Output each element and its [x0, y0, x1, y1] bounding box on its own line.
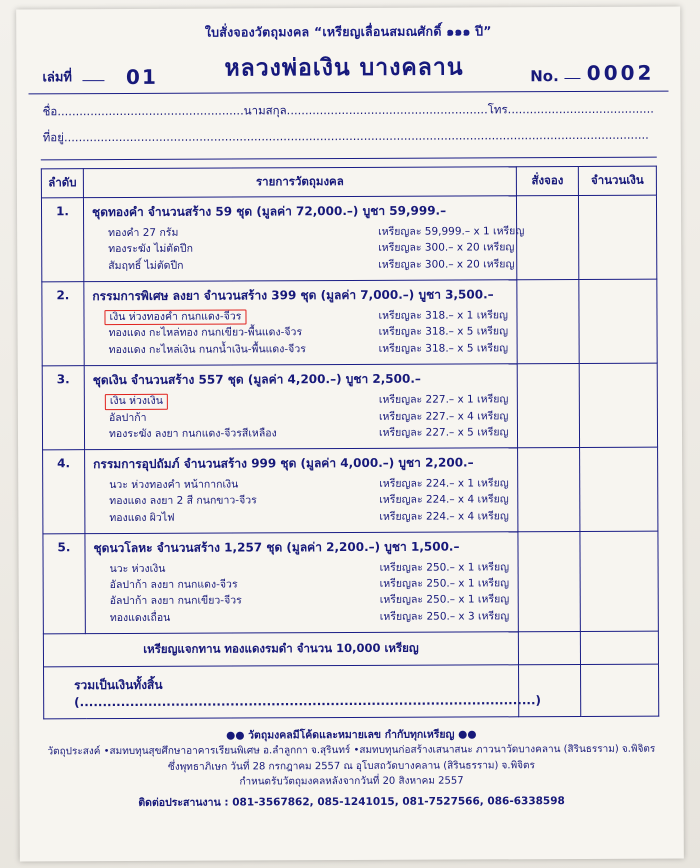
subline-value: เหรียญละ 224.– x 1 เหรียญ: [379, 477, 509, 491]
subline-value: เหรียญละ 227.– x 4 เหรียญ: [378, 409, 509, 423]
table-header-row: [41, 166, 656, 198]
row-title: ชุดนวโลหะ จำนวนสร้าง 1,257 ชุด (มูลค่า 2,200.–) บูชา 1,500.–: [93, 539, 460, 556]
giveaway-row: [43, 631, 658, 667]
customer-address-line[interactable]: ที่อยู่................................................................................................................................................................: [42, 127, 649, 145]
subline-label: ทองคำ 27 กรัม: [108, 226, 179, 240]
row-description: [85, 448, 518, 534]
subline-label: อัลปาก้า: [108, 411, 147, 424]
form-header-row: [28, 49, 668, 95]
row-subline: [93, 424, 513, 442]
col-order: สั่งจอง: [516, 167, 578, 196]
row-order-cell[interactable]: [518, 448, 580, 532]
volume-dash: [82, 80, 104, 81]
subline-label: ทองแดง กะไหล่เงิน กนกน้ำเงิน-พื้นแดง-จีวร: [108, 342, 306, 356]
total-amount-cell[interactable]: [581, 664, 659, 716]
subline-label: ทองระฆัง ไม่ตัดปีก: [108, 242, 193, 256]
subline-value: เหรียญละ 300.– x 20 เหรียญ: [378, 241, 515, 255]
code-note: ●● วัตถุมงคลมีโค้ดและหมายเลข กำกับทุกเหรียญ ●●: [226, 728, 477, 742]
items-table-body: [41, 195, 658, 719]
pickup-note: กำหนดรับวัตถุมงคลหลังจากวันที่ 20 สิงหาคม 2557: [239, 775, 464, 788]
subline-value: เหรียญละ 250.– x 1 เหรียญ: [379, 577, 510, 591]
row-subline: [94, 559, 514, 577]
row-subline: [93, 324, 513, 342]
row-order-cell[interactable]: [516, 196, 578, 280]
subline-label: อัลปาก้า ลงยา กนกเขียว-จีวร: [109, 594, 242, 608]
number-dash: [565, 78, 581, 79]
footer-notes: [31, 726, 671, 812]
giveaway-amount-cell[interactable]: [580, 631, 658, 664]
subline-label: ทองแดงเถื่อน: [109, 611, 171, 624]
row-order-cell[interactable]: [517, 363, 579, 447]
subline-label: ทองแดง กะไหล่ทอง กนกเขียว-พื้นแดง-จีวร: [108, 326, 303, 340]
subline-label: นวะ ห่วงทองคำ หน้ากากเงิน: [109, 478, 239, 492]
row-seq: 2.: [42, 281, 84, 365]
subline-value: เหรียญละ 318.– x 5 เหรียญ: [378, 325, 509, 339]
table-row: [43, 531, 658, 634]
subline-value: เหรียญละ 318.– x 5 เหรียญ: [378, 342, 509, 355]
col-seq: ลำดับ: [41, 169, 83, 198]
volume-value: 01: [125, 64, 158, 89]
subline-value: เหรียญละ 227.– x 5 เหรียญ: [378, 426, 509, 439]
row-order-cell[interactable]: [517, 279, 579, 363]
subline-value: เหรียญละ 224.– x 4 เหรียญ: [379, 493, 509, 507]
number-label: No.: [530, 67, 559, 86]
subline-value: เหรียญละ 250.– x 3 เหรียญ: [379, 610, 510, 623]
subline-value: เหรียญละ 250.– x 1 เหรียญ: [379, 593, 510, 607]
subline-label: นวะ ห่วงเงิน: [109, 562, 166, 575]
row-description: [85, 532, 518, 634]
total-label[interactable]: รวมเป็นเงินทั้งสิ้น (....................................................................................................): [44, 665, 519, 719]
row-title: ชุดทองคำ จำนวนสร้าง 59 ชุด (มูลค่า 72,000.–) บูชา 59,999.–: [91, 203, 447, 220]
row-subline-highlighted: [92, 307, 512, 325]
form-title: ใบสั่งจองวัตถุมงคล “เหรียญเลื่อนสมณศักดิ์ ๑๑๑ ปี”: [204, 23, 492, 40]
row-seq: 4.: [43, 450, 85, 534]
customer-name-line[interactable]: ชื่อ...................................................นามสกุล.......................................................โทร........................................: [42, 101, 654, 119]
col-description: รายการวัตถุมงคล: [83, 167, 516, 198]
row-title: ชุดเงิน จำนวนสร้าง 557 ชุด (มูลค่า 4,200.–) บูชา 2,500.–: [92, 371, 421, 388]
row-subline: [94, 575, 514, 593]
header-divider: [41, 157, 657, 161]
row-amount-cell[interactable]: [578, 195, 656, 279]
highlight-box: เงิน ห่วงทองคำ กนกแดง-จีวร: [104, 309, 246, 325]
row-subline: [94, 608, 514, 626]
contact-note: ติดต่อประสานงาน : 081-3567862, 085-1241015, 081-7527566, 086-6338598: [138, 794, 565, 809]
row-amount-cell[interactable]: [580, 447, 658, 531]
row-description: [83, 196, 525, 282]
col-amount: จำนวนเงิน: [578, 166, 656, 195]
subline-value: เหรียญละ 250.– x 1 เหรียญ: [379, 561, 510, 574]
subline-label: [109, 392, 379, 410]
row-seq: 3.: [42, 366, 84, 450]
row-title: กรรมการอุปถัมภ์ จำนวนสร้าง 999 ชุด (มูลค่า 4,000.–) บูชา 2,200.–: [93, 455, 474, 472]
subline-label: ทองแดง ลงยา 2 สี กนกขาว-จีวร: [109, 494, 257, 508]
subline-value: เหรียญละ 318.– x 1 เหรียญ: [378, 309, 508, 322]
volume-label: เล่มที่: [42, 70, 73, 86]
row-subline: [92, 240, 515, 258]
total-order-cell[interactable]: [519, 664, 581, 716]
temple-name: หลวงพ่อเงิน บางคลาน: [224, 54, 464, 82]
number-field: [530, 61, 654, 86]
subline-value: เหรียญละ 227.– x 1 เหรียญ: [378, 393, 509, 407]
order-form-content: [16, 7, 684, 862]
row-subline: [93, 408, 513, 426]
row-amount-cell[interactable]: [579, 279, 657, 364]
row-subline-highlighted: [93, 391, 513, 409]
items-table: [41, 166, 659, 720]
table-row: [43, 447, 658, 533]
subline-label: อัลปาก้า ลงยา กนกแดง-จีวร: [109, 578, 238, 592]
table-row: [41, 195, 656, 281]
subline-value: เหรียญละ 224.– x 4 เหรียญ: [379, 509, 509, 523]
volume-field: [42, 63, 158, 88]
table-row: [42, 279, 657, 366]
subline-value: เหรียญละ 59,999.– x 1 เหรียญ: [378, 225, 525, 238]
row-subline: [92, 256, 515, 274]
ceremony-note: ซึ่งพุทธาภิเษก วันที่ 28 กรกฎาคม 2557 ณ อุโบสถวัดบางคลาน (สิรินธรราม) จ.พิจิตร: [167, 759, 535, 773]
row-description: [84, 280, 517, 366]
highlight-box: เงิน ห่วงเงิน: [105, 394, 168, 410]
row-seq: 1.: [41, 198, 83, 282]
row-amount-cell[interactable]: [580, 531, 658, 631]
row-subline: [93, 492, 513, 510]
row-title: กรรมการพิเศษ ลงยา จำนวนสร้าง 399 ชุด (มูลค่า 7,000.–) บูชา 3,500.–: [92, 287, 494, 303]
subline-label: ทองแดง ผิวไฟ: [109, 511, 175, 524]
row-amount-cell[interactable]: [579, 363, 657, 448]
total-row: [44, 664, 659, 719]
row-subline: [94, 592, 514, 610]
subline-label: สัมฤทธิ์ ไม่ตัดปีก: [108, 259, 184, 272]
row-subline: [92, 223, 525, 241]
row-seq: 5.: [43, 534, 85, 634]
subline-value: เหรียญละ 300.– x 20 เหรียญ: [378, 257, 515, 271]
order-form-paper: [16, 7, 684, 862]
number-value: 0002: [586, 60, 655, 85]
row-description: [84, 364, 517, 450]
purpose-note: วัตถุประสงค์ •สมทบทุนสุขศึกษาอาคารเรียนพิเศษ อ.ลำลูกกา จ.สุรินทร์ •สมทบทุนก่อสร้างเสนาสนะ ภาวนาวัดบางคลาน (สิรินธรราม) จ.พิจิตร: [47, 743, 656, 758]
row-order-cell[interactable]: [518, 531, 580, 631]
giveaway-note: เหรียญแจกทาน ทองแดงรมดำ จำนวน 10,000 เหรียญ: [43, 632, 518, 667]
row-subline: [93, 508, 513, 526]
subline-label: [108, 308, 378, 326]
row-subline: [93, 340, 513, 358]
row-subline: [93, 475, 513, 493]
giveaway-order-cell[interactable]: [518, 631, 580, 664]
subline-label: ทองระฆัง ลงยา กนกแดง-จีวรสีเหลือง: [108, 427, 277, 440]
items-table-head: [41, 166, 656, 198]
table-row: [42, 363, 657, 450]
